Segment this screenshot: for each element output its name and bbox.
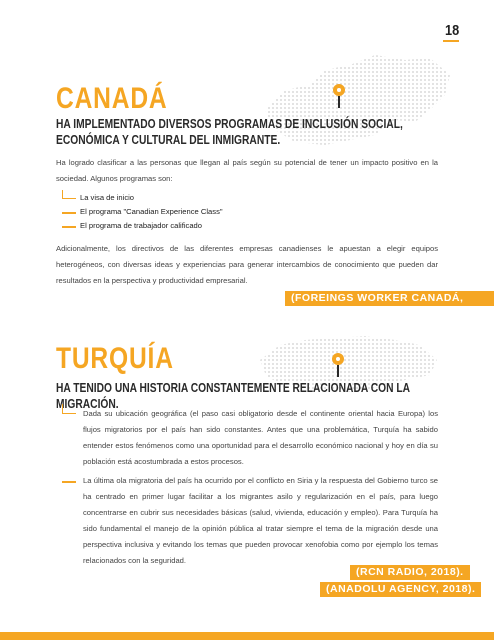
canada-title: CANADÁ <box>56 82 168 115</box>
turkey-citation-rcn: (RCN RADIO, 2018). <box>350 565 470 580</box>
canada-citation: (FOREINGS WORKER CANADÁ, 2020) <box>285 291 494 306</box>
turkey-paragraph-1: Dada su ubicación geográfica (el paso casi obligatorio desde el continente oriental hacia Europa) los flujos migratorios por el país han sido constantes. Antes que una problemática, Turquía ha sabido entender estos fenómenos como una oportunidad para el desarrollo económico nacional y hoy en día su población está acostumbrada a estos procesos. <box>83 409 438 466</box>
list-item: El programa de trabajador calificado <box>62 219 223 233</box>
paragraph-bracket <box>62 404 76 414</box>
page-number-underline <box>443 40 459 42</box>
turkey-citation-anadolu: (ANADOLU AGENCY, 2018). <box>320 582 481 597</box>
turkey-paragraph-2: La última ola migratoria del país ha ocurrido por el conflicto en Siria y la respuesta del Gobierno turco se ha centrado en primer lugar facilitar a los migrantes asilo y regularización en el país, para luego concentrarse en cubrir sus necesidades básicas (salud, vivienda, educación y empleo). Para Turquía ha sido fundamental el manejo de la opinión pública al tratar siempre el tema de la migración desde una perspectiva inclusiva y evitando los temas que pueden provocar xenofobia como por ejemplo los temas relacionados con la seguridad. <box>83 476 438 565</box>
turkey-subtitle: HA TENIDO UNA HISTORIA CONSTANTEMENTE RELACIONADA CON LA MIGRACIÓN. <box>56 381 410 411</box>
map-pin-icon <box>331 352 345 378</box>
list-item: El programa "Canadian Experience Class" <box>62 205 223 219</box>
list-dash <box>62 226 76 228</box>
page-number: 18 <box>445 22 460 39</box>
bottom-accent-bar <box>0 632 494 640</box>
canada-closing: Adicionalmente, los directivos de las diferentes empresas canadienses le apuestan a elegir equipos heterogéneos, con diversas ideas y experiencias para generar intercambios de conocimiento que pueden dar resultados en la perspectiva y productividad empresarial. <box>56 244 438 285</box>
turkey-title: TURQUÍA <box>56 342 174 375</box>
map-pin-icon <box>332 83 346 109</box>
paragraph-dash <box>62 481 76 483</box>
list-item: La visa de inicio <box>80 193 135 202</box>
canada-subtitle: HA IMPLEMENTADO DIVERSOS PROGRAMAS DE INCLUSIÓN SOCIAL, ECONÓMICA Y CULTURAL DEL INMIGRANTE. <box>56 117 403 147</box>
programs-list <box>62 191 223 233</box>
list-dash <box>62 212 76 214</box>
canada-intro: Ha logrado clasificar a las personas que llegan al país según su potencial de tener un impacto positivo en la sociedad. Algunos programas son: <box>56 158 438 183</box>
